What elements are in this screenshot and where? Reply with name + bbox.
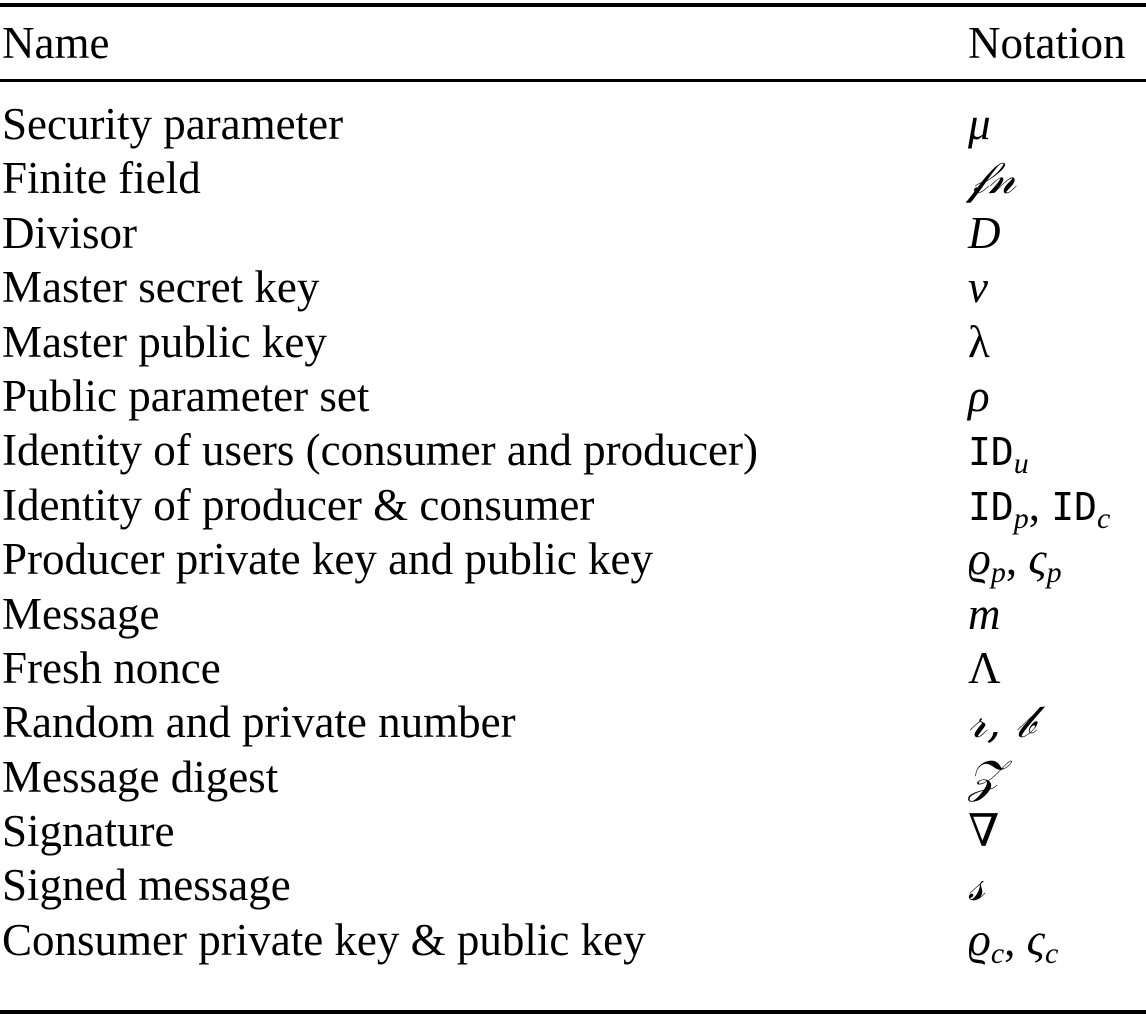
- row-name: Fresh nonce: [2, 642, 221, 693]
- notation-main: ID: [968, 430, 1014, 475]
- row-name: Identity of users (consumer and producer): [2, 425, 758, 476]
- row-notation: [968, 423, 1029, 479]
- table-row: [0, 97, 1146, 151]
- row-notation: [968, 913, 1059, 970]
- table-top-rule: [0, 3, 1146, 7]
- table-row: [0, 587, 1146, 641]
- row-notation: 𝓇, 𝒷: [968, 695, 1035, 749]
- row-name: Security parameter: [2, 99, 344, 149]
- row-notation: [968, 532, 1062, 590]
- notation-a-sub: p: [1013, 501, 1029, 535]
- row-notation: ρ: [968, 370, 990, 421]
- row-notation: 𝒵: [968, 749, 1003, 803]
- table-row: [0, 913, 1146, 970]
- row-name: Master public key: [2, 316, 327, 367]
- row-name: Producer private key and public key: [2, 534, 654, 585]
- table-row: [0, 532, 1146, 590]
- table-row: [0, 695, 1146, 749]
- table-header-rule: [0, 79, 1146, 82]
- table-row: [0, 804, 1146, 858]
- row-name: Finite field: [2, 153, 201, 204]
- table-row: [0, 315, 1146, 369]
- notation-main: 𝒻: [968, 151, 989, 205]
- table-row: [0, 750, 1146, 804]
- notation-b-sub: p: [1046, 556, 1062, 590]
- row-notation: 𝓈: [968, 858, 985, 912]
- row-notation: μ: [968, 99, 991, 149]
- row-name: Random and private number: [2, 697, 516, 748]
- table-row: [0, 260, 1146, 314]
- row-notation: m: [968, 588, 1001, 639]
- notation-a-main: ϱ: [968, 534, 991, 585]
- notation-separator: ,: [1005, 534, 1029, 585]
- row-notation: [968, 478, 1110, 534]
- notation-sub: u: [1013, 447, 1029, 481]
- row-notation: ∇: [968, 806, 1000, 857]
- table-row: [0, 369, 1146, 423]
- notation-b-main: ς: [1026, 914, 1045, 965]
- notation-b-sub: c: [1097, 501, 1111, 535]
- notation-sub: 𝓃: [988, 151, 1016, 205]
- table-body: [0, 97, 1146, 970]
- table-row: [0, 423, 1146, 481]
- row-name: Message: [2, 588, 160, 639]
- table-row: [0, 858, 1146, 912]
- row-name: Signature: [2, 806, 175, 857]
- notation-b-main: ς: [1028, 534, 1047, 585]
- row-notation: Λ: [968, 642, 1001, 693]
- row-name: Consumer private key & public key: [2, 914, 646, 965]
- row-name: Signed message: [2, 860, 291, 911]
- row-notation: λ: [968, 316, 990, 367]
- row-notation: [968, 151, 1016, 205]
- notation-a-main: ID: [968, 484, 1014, 529]
- row-name: Public parameter set: [2, 370, 370, 421]
- table-row: [0, 641, 1146, 695]
- notation-b-main: ID: [1051, 484, 1098, 529]
- notation-a-main: ϱ: [968, 914, 991, 965]
- table-row: [0, 206, 1146, 260]
- table-bottom-rule: [0, 1010, 1146, 1014]
- notation-separator: ,: [1004, 914, 1027, 965]
- table-header-row: [0, 12, 1146, 74]
- table-row: [0, 478, 1146, 535]
- table-row: [0, 151, 1146, 205]
- header-name: Name: [2, 18, 110, 68]
- notation-a-sub: p: [990, 556, 1006, 590]
- notation-separator: ,: [1028, 479, 1052, 530]
- row-name: Message digest: [2, 751, 279, 802]
- notation-b-sub: c: [1044, 936, 1059, 970]
- row-notation: D: [968, 207, 1001, 258]
- row-name: Divisor: [2, 207, 137, 258]
- row-name: Identity of producer & consumer: [2, 479, 595, 530]
- notation-a-sub: c: [990, 936, 1005, 970]
- header-notation: Notation: [968, 18, 1126, 68]
- row-name: Master secret key: [2, 262, 320, 313]
- row-notation: ν: [968, 262, 988, 313]
